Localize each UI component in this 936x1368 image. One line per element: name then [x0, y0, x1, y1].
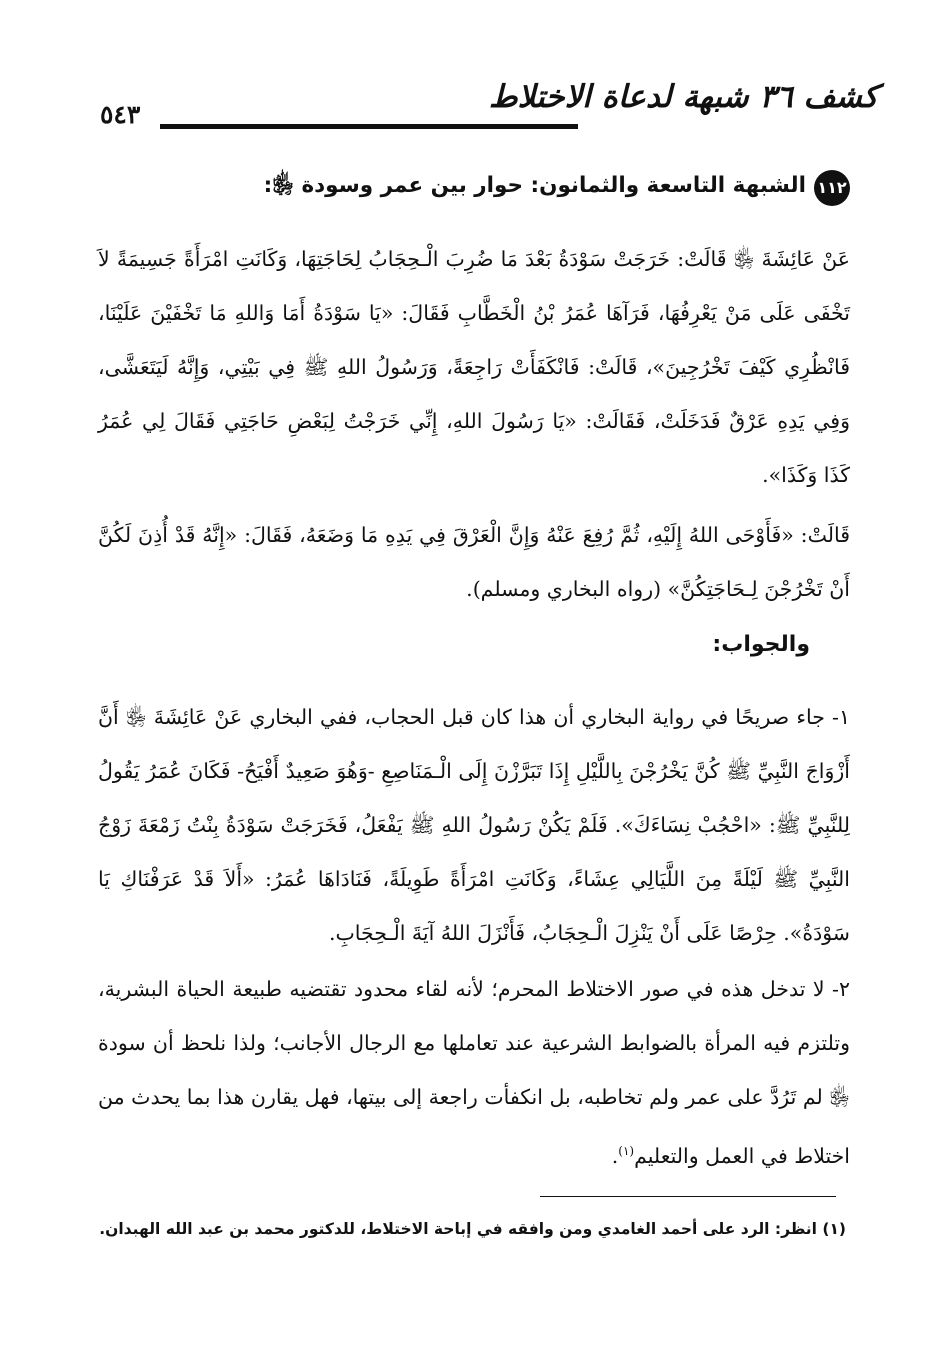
answer-point-2: ٢- لا تدخل هذه في صور الاختلاط المحرم؛ لأنه لقاء محدود تقتضيه طبيعة الحياة البشرية، وتلتزم فيه المرأة بالضوابط الشرعية عند تعاملها مع الرجال الأجانب؛ ولذا نلحظ أن سودة ﵂ لم تَرُدَّ على عمر ولم تخاطبه، بل انكفأت راجعة إلى بيتها، فهل يقارن هذا بما يحدث من اختلاط في العمل والتعليم$^{(١)}$.: [98, 977, 850, 1168]
header-rule: [160, 124, 578, 129]
page-number: ٥٤٣: [100, 100, 141, 129]
hadith-paragraph-1: عَنْ عَائِشَةَ ﵂ قَالَتْ: خَرَجَتْ سَوْدَةُ بَعْدَ مَا ضُرِبَ الْـحِجَابُ لِحَاجَتِهَا، وَكَانَتِ امْرَأَةً جَسِيمَةً لاَ تَخْفَى عَلَى مَنْ يَعْرِفُهَا، فَرَآهَا عُمَرُ بْنُ الْخَطَّابِ فَقَالَ: «يَا سَوْدَةُ أَمَا وَاللهِ مَا تَخْفَيْنَ عَلَيْنَا، فَانْظُرِي كَيْفَ تَخْرُجِينَ»، قَالَتْ: فَانْكَفَأَتْ رَاجِعَةً، وَرَسُولُ اللهِ ﷺ فِي بَيْتِي، وَإِنَّهُ لَيَتَعَشَّى، وَفِي يَدِهِ عَرْقٌ فَدَخَلَتْ، فَقَالَتْ: «يَا رَسُولَ اللهِ، إِنِّي خَرَجْتُ لِبَعْضِ حَاجَتِي فَقَالَ لِي عُمَرُ كَذَا وَكَذَا».: [98, 247, 850, 487]
answer-point-2-text: ٢- لا تدخل هذه في صور الاختلاط المحرم؛ لأنه لقاء محدود تقتضيه طبيعة الحياة البشرية، وتلتزم فيه المرأة بالضوابط الشرعية عند تعاملها مع الرجال الأجانب؛ ولذا نلحظ أن سودة ﵂ لم تَرُدَّ على عمر ولم تخاطبه، بل انكفأت راجعة إلى بيتها، فهل يقارن هذا بما يحدث من اختلاط في العمل والتعليم: [98, 977, 850, 1168]
running-title: كشف ٣٦ شبهة لدعاة الاختلاط: [488, 79, 878, 115]
answer-heading: والجواب:: [712, 632, 810, 657]
footnote-rule: [540, 1196, 836, 1197]
hadith-paragraph-2: قَالَتْ: «فَأَوْحَى اللهُ إِلَيْهِ، ثُمَّ رُفِعَ عَنْهُ وَإِنَّ الْعَرْقَ فِي يَدِهِ مَا وَضَعَهُ، فَقَالَ: «إِنَّهُ قَدْ أُذِنَ لَكُنَّ أَنْ تَخْرُجْنَ لِـحَاجَتِكُنَّ» (رواه البخاري ومسلم).: [98, 523, 850, 601]
footnote-marker: (١): [618, 1144, 635, 1158]
section-number-badge: ١١٢: [814, 170, 850, 206]
page-header: [100, 72, 878, 140]
footnote: (١) انظر: الرد على أحمد الغامدي ومن وافقه في إباحة الاختلاط، للدكتور محمد بن عبد الله الهبدان.: [99, 1220, 846, 1238]
answer-point-1: ١- جاء صريحًا في رواية البخاري أن هذا كان قبل الحجاب، ففي البخاري عَنْ عَائِشَةَ ﵂ أَنَّ أَزْوَاجَ النَّبِيِّ ﷺ كُنَّ يَخْرُجْنَ بِاللَّيْلِ إِذَا تَبَرَّزْنَ إِلَى الْـمَنَاصِعِ -وَهُوَ صَعِيدٌ أَفْيَحُ- فَكَانَ عُمَرُ يَقُولُ لِلنَّبِيِّ ﷺ: «احْجُبْ نِسَاءَكَ». فَلَمْ يَكُنْ رَسُولُ اللهِ ﷺ يَفْعَلُ، فَخَرَجَتْ سَوْدَةُ بِنْتُ زَمْعَةَ زَوْجُ النَّبِيِّ ﷺ لَيْلَةً مِنَ اللَّيَالِي عِشَاءً، وَكَانَتِ امْرَأَةً طَوِيلَةً، فَنَادَاهَا عُمَرُ: «أَلاَ قَدْ عَرَفْنَاكِ يَا سَوْدَةُ». حِرْصًا عَلَى أَنْ يَنْزِلَ الْـحِجَابُ، فَأَنْزَلَ اللهُ آيَةَ الْـحِجَابِ.: [98, 705, 850, 945]
section-title: الشبهة التاسعة والثمانون: حوار بين عمر وسودة ﵂:: [263, 173, 806, 198]
